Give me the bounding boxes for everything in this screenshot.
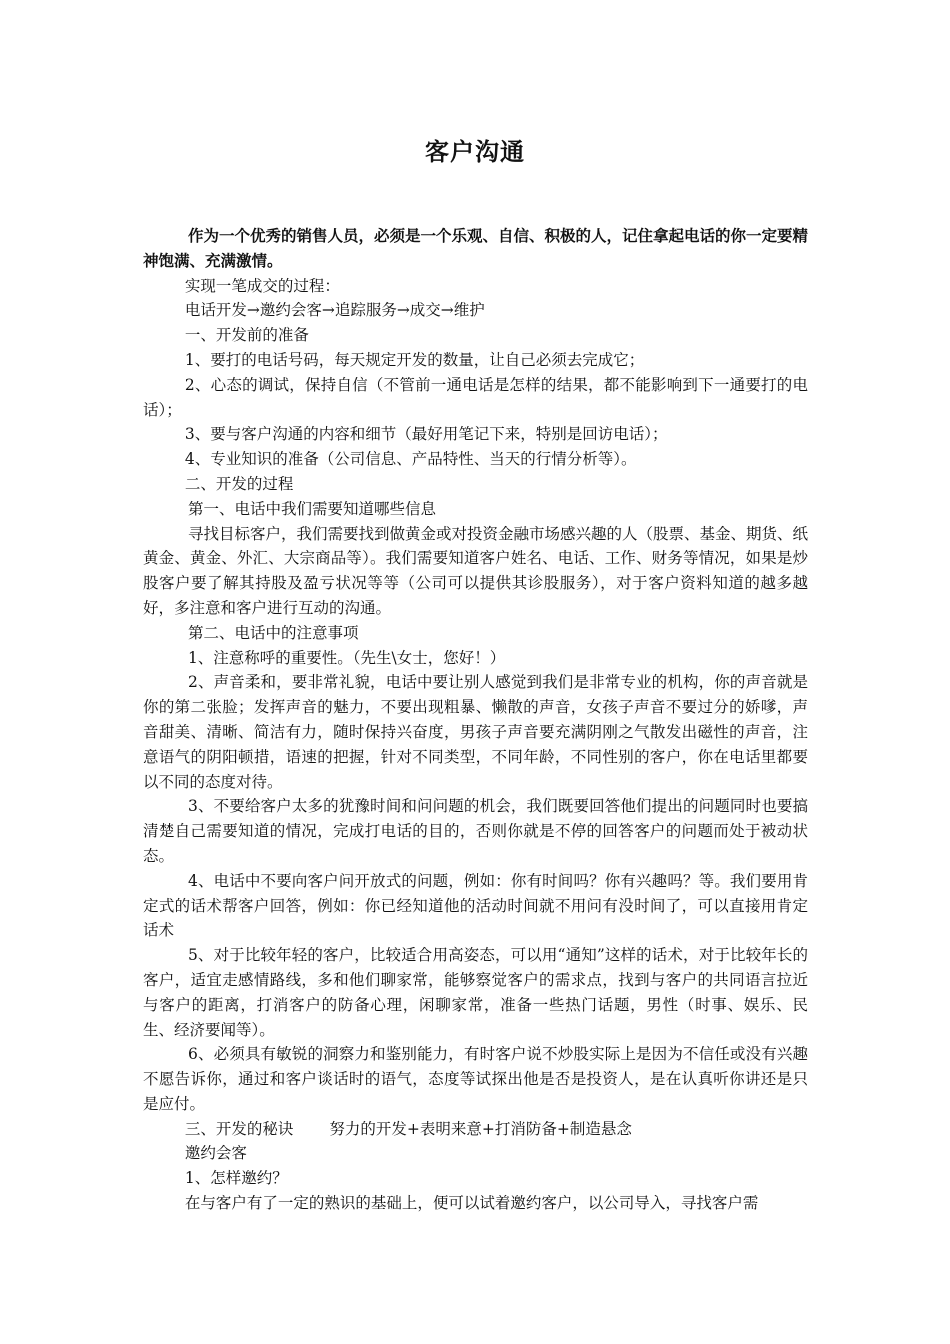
secret-formula: 努力的开发+表明来意+打消防备+制造悬念: [329, 1119, 632, 1138]
subsection-heading: 第一、电话中我们需要知道哪些信息: [187, 499, 436, 518]
section-heading-line: [143, 1117, 808, 1142]
paragraph: 2、心态的调试，保持自信（不管前一通电话是怎样的结果，都不能影响到下一通要打的电话）；: [143, 375, 808, 419]
paragraph: 3、不要给客户太多的犹豫时间和问问题的机会，我们既要回答他们提出的问题同时也要搞清楚自己需要知道的情况，完成打电话的目的，否则你就是不停的回答客户的问题而处于被动状态。: [143, 797, 808, 865]
intro-paragraph: 作为一个优秀的销售人员，必须是一个乐观、自信、积极的人，记住拿起电话的你一定要精神饱满、充满激情。: [143, 226, 808, 270]
section-heading: 二、开发的过程: [184, 474, 294, 493]
paragraph: 1、怎样邀约？: [184, 1169, 288, 1188]
paragraph: 电话开发→邀约会客→追踪服务→成交→维护: [184, 301, 485, 320]
paragraph: 5、对于比较年轻的客户，比较适合用高姿态，可以用“通知”这样的话术，对于比较年长的客户，适宜走感情路线，多和他们聊家常，能够察觉客户的需求点，找到与客户的共同语言拉近与客户的距离，打消客户的防备心理，闲聊家常，准备一些热门话题，男性（时事、娱乐、民生、经济要闻等）。: [143, 946, 808, 1039]
document-body: [143, 224, 808, 1216]
section-heading: 邀约会客: [184, 1144, 247, 1163]
paragraph: 4、专业知识的准备（公司信息、产品特性、当天的行情分析等）。: [184, 450, 637, 469]
secret-heading: 三、开发的秘诀: [184, 1119, 294, 1138]
paragraph: 2、声音柔和，要非常礼貌，电话中要让别人感觉到我们是非常专业的机构，你的声音就是你的第二张脸；发挥声音的魅力，不要出现粗暴、懒散的声音，女孩子声音不要过分的娇嗲，声音甜美、清晰、简洁有力，随时保持兴奋度，男孩子声音要充满阴刚之气散发出磁性的声音，注意语气的阴阳顿措，语速的把握，针对不同类型，不同年龄，不同性别的客户，你在电话里都要以不同的态度对待。: [143, 673, 808, 791]
subsection-heading: 第二、电话中的注意事项: [187, 623, 359, 642]
paragraph: 3、要与客户沟通的内容和细节（最好用笔记下来，特别是回访电话）；: [184, 425, 668, 444]
section-heading: 一、开发前的准备: [184, 326, 309, 345]
paragraph: 寻找目标客户，我们需要找到做黄金或对投资金融市场感兴趣的人（股票、基金、期货、纸黄金、黄金、外汇、大宗商品等）。我们需要知道客户姓名、电话、工作、财务等情况，如果是炒股客户要了解其持股及盈亏状况等等（公司可以提供其诊股服务），对于客户资料知道的越多越好，多注意和客户进行互动的沟通。: [143, 524, 808, 617]
document-title: 客户沟通: [425, 137, 525, 166]
paragraph: 1、注意称呼的重要性。（先生\女士，您好！）: [187, 648, 506, 667]
paragraph: 在与客户有了一定的熟识的基础上，便可以试着邀约客户，以公司导入，寻找客户需: [184, 1194, 759, 1213]
paragraph: 1、要打的电话号码，每天规定开发的数量，让自己必须去完成它；: [184, 350, 645, 369]
paragraph: 6、必须具有敏锐的洞察力和鉴别能力，有时客户说不炒股实际上是因为不信任或没有兴趣不愿告诉你，通过和客户谈话时的语气，态度等试探出他是否是投资人，是在认真听你讲还是只是应付。: [143, 1045, 808, 1113]
paragraph: 4、电话中不要向客户问开放式的问题，例如：你有时间吗？你有兴趣吗？等。我们要用肯定式的话术帮客户回答，例如：你已经知道他的活动时间就不用问有没时间了，可以直接用肯定话术: [143, 871, 808, 940]
paragraph: 实现一笔成交的过程：: [184, 276, 340, 295]
